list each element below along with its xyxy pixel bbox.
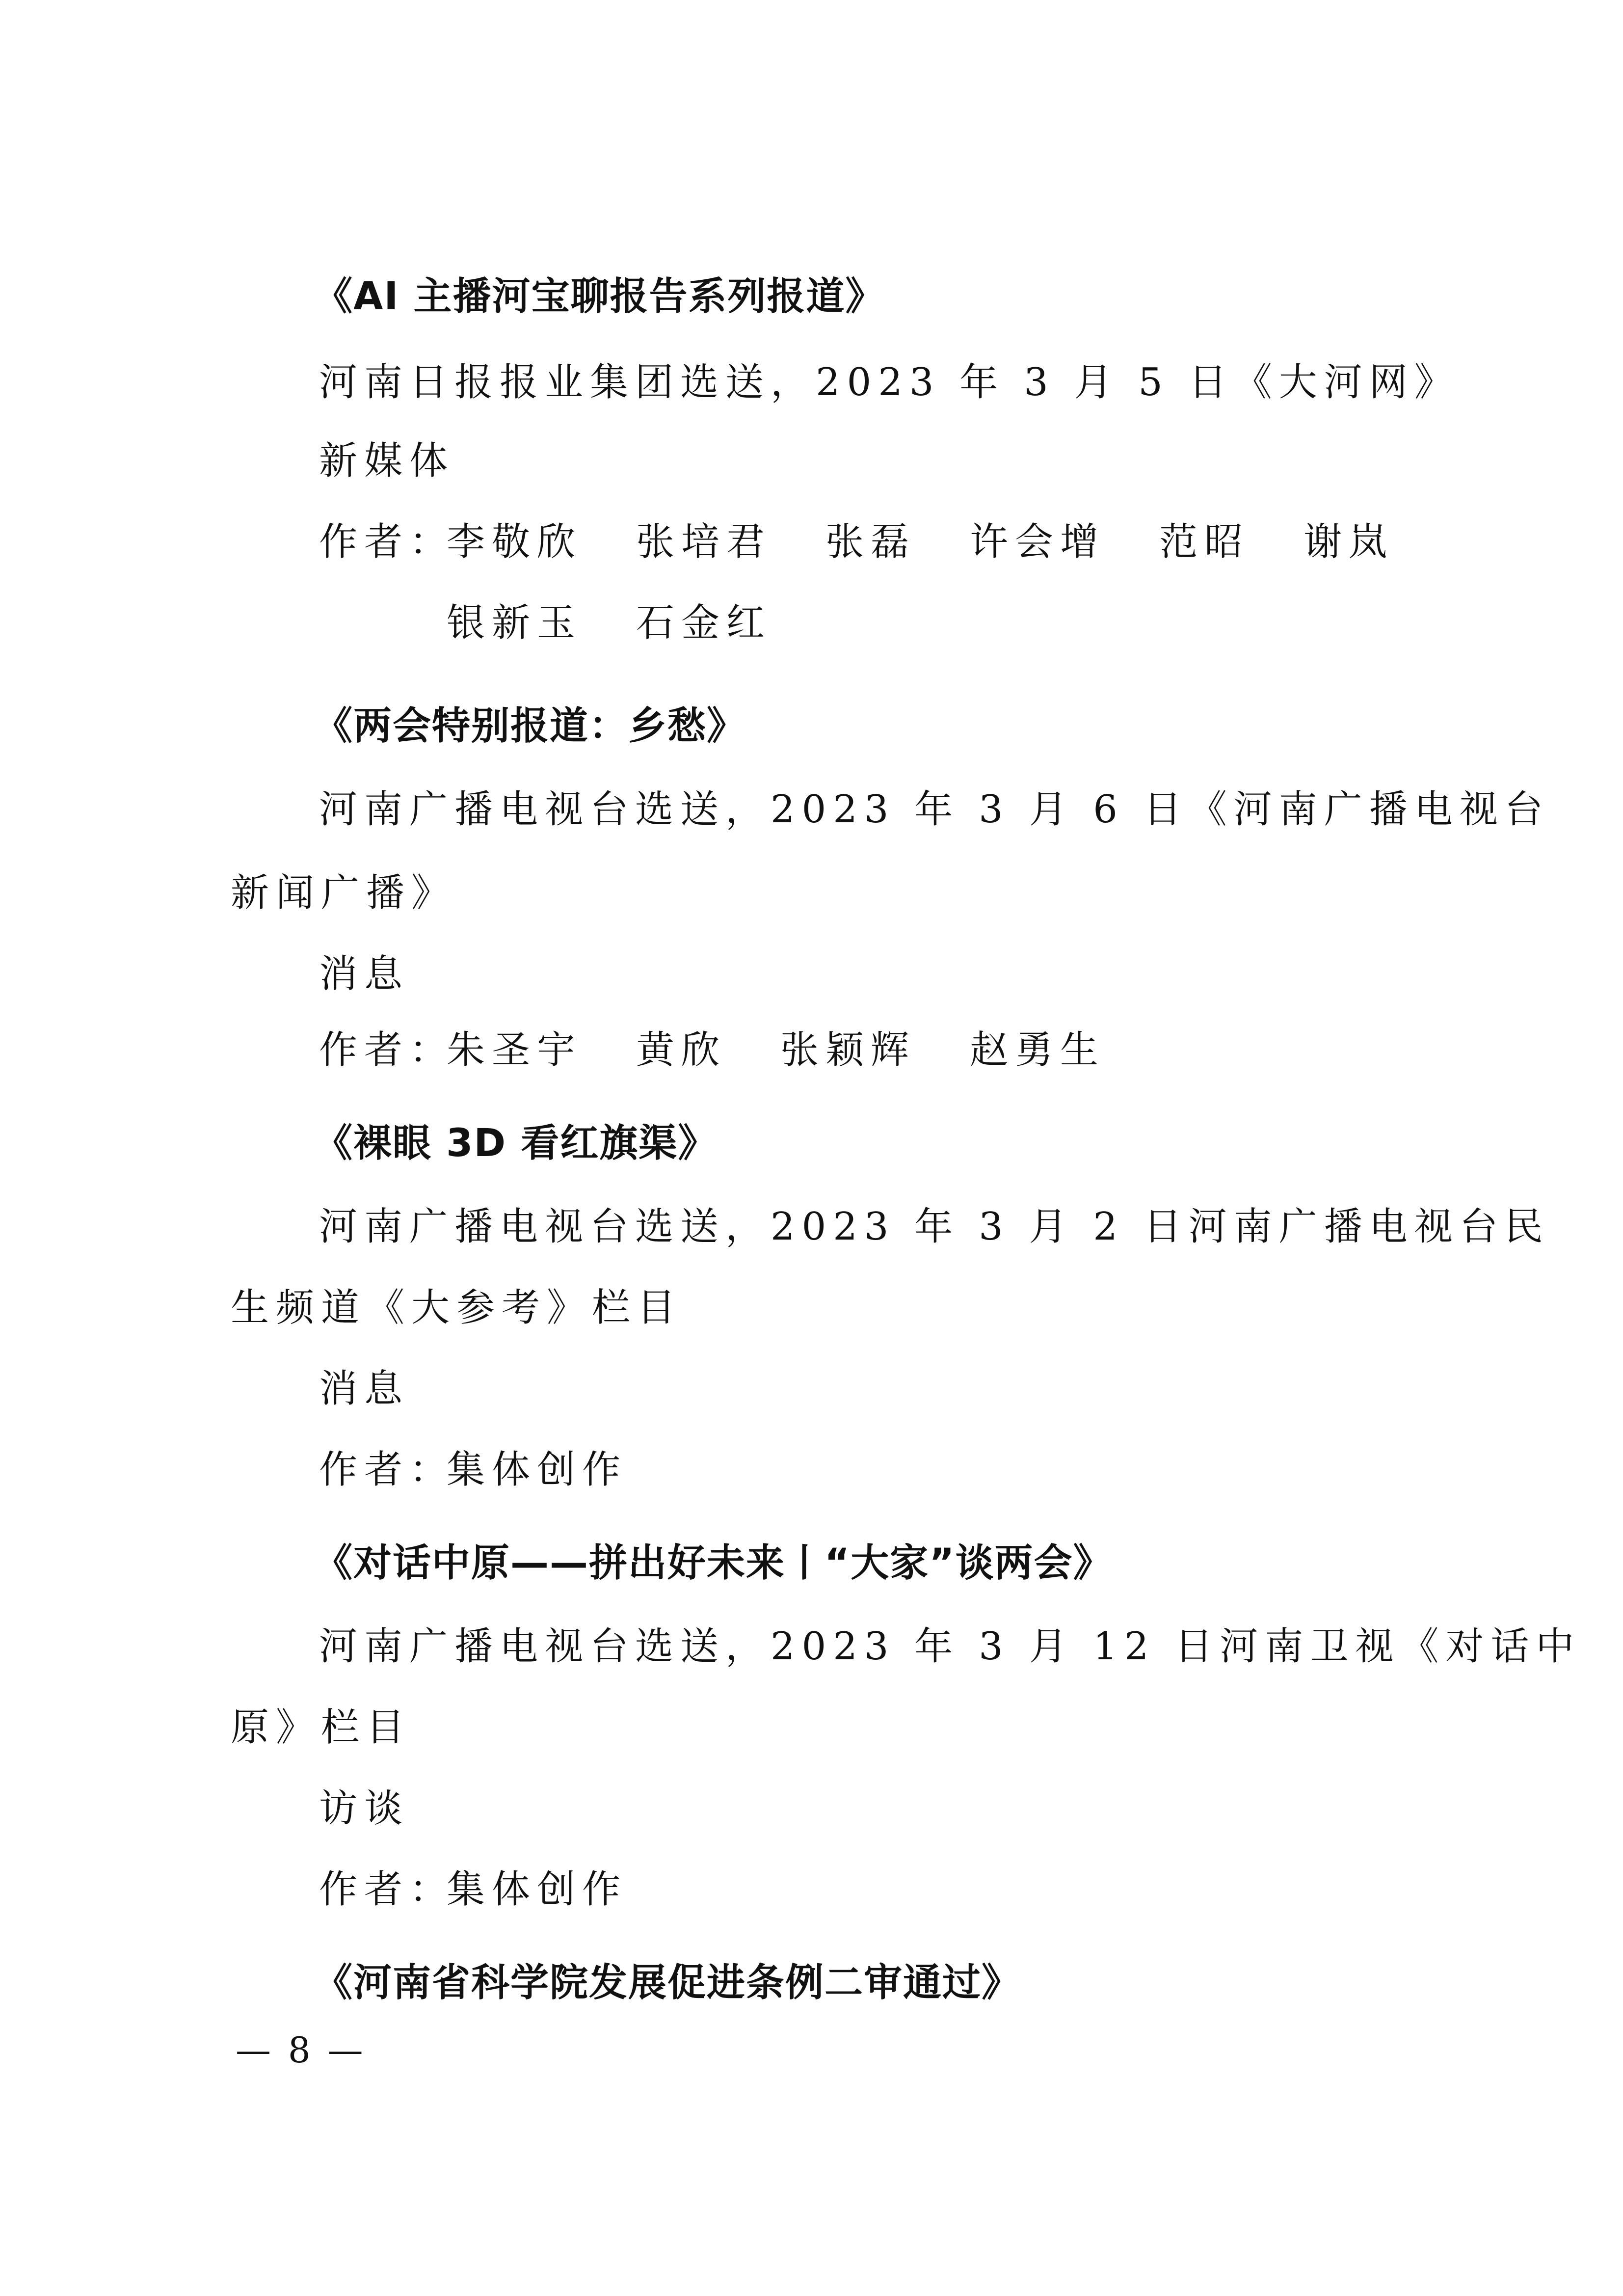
page-number: — 8 — <box>236 2029 366 2071</box>
author-name: 张培君 <box>636 520 772 564</box>
entry-title: 《河南省科学院发展促进条例二审通过》 <box>314 1961 1021 2005</box>
entry-source-continued: 生频道《大参考》栏目 <box>231 1286 683 1330</box>
author-name: 许会增 <box>970 520 1106 564</box>
author-name: 谢岚 <box>1304 520 1394 564</box>
author-name: 黄欣 <box>636 1028 727 1072</box>
entry-source: 河南日报报业集团选送，2023 年 3 月 5 日《大河网》 <box>319 360 1460 405</box>
entry-title: 《裸眼 3D 看红旗渠》 <box>314 1121 718 1165</box>
author-name: 范昭 <box>1159 520 1250 564</box>
author-label: 作者： <box>319 1867 455 1912</box>
entry-category: 访谈 <box>319 1786 410 1831</box>
entry-authors <box>319 520 1448 564</box>
entry-source-continued: 原》栏目 <box>231 1705 412 1750</box>
author-name: 集体创作 <box>447 1867 628 1912</box>
author-name: 张磊 <box>825 520 916 564</box>
entry-source: 河南广播电视台选送，2023 年 3 月 6 日《河南广播电视台 <box>319 787 1550 832</box>
entry-title: 《AI 主播河宝聊报告系列报道》 <box>314 274 885 319</box>
author-label: 作者： <box>319 1448 455 1492</box>
entry-category: 消息 <box>319 1367 410 1411</box>
author-label: 作者： <box>319 1028 455 1072</box>
author-name: 银新玉 <box>447 601 583 645</box>
author-name: 赵勇生 <box>970 1028 1106 1072</box>
entry-source-continued: 新闻广播》 <box>231 871 457 915</box>
author-name: 张颖辉 <box>780 1028 916 1072</box>
entry-category: 消息 <box>319 952 410 996</box>
entry-category: 新媒体 <box>319 439 455 483</box>
author-name: 石金红 <box>636 601 772 645</box>
author-label: 作者： <box>319 520 455 564</box>
entry-authors <box>319 1028 1159 1072</box>
entry-authors <box>319 1448 681 1492</box>
entry-authors <box>319 1867 681 1912</box>
entry-source: 河南广播电视台选送，2023 年 3 月 12 日河南卫视《对话中 <box>319 1624 1581 1669</box>
author-name: 朱圣宇 <box>447 1028 583 1072</box>
entry-authors-continued <box>447 601 825 645</box>
entry-source: 河南广播电视台选送，2023 年 3 月 2 日河南广播电视台民 <box>319 1205 1550 1249</box>
entry-title: 《对话中原——拼出好未来丨“大家”谈两会》 <box>314 1541 1113 1585</box>
entry-title: 《两会特别报道：乡愁》 <box>314 704 746 748</box>
author-name: 李敬欣 <box>447 520 583 564</box>
author-name: 集体创作 <box>447 1448 628 1492</box>
